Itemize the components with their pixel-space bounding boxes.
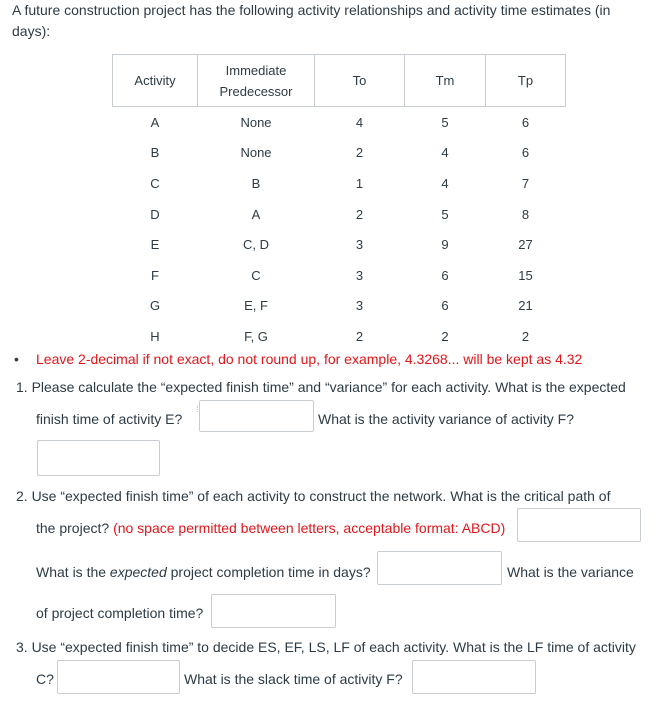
- cell-tp: 15: [518, 267, 533, 283]
- table-row: [113, 199, 566, 230]
- cell-activity: F: [151, 267, 159, 283]
- header-predecessor: [198, 55, 315, 107]
- cell-tp: 6: [521, 145, 530, 161]
- cell-predecessor: None: [240, 114, 272, 130]
- cell-tp: 27: [518, 237, 533, 253]
- cell-tm: 4: [441, 175, 449, 191]
- answer-e-input[interactable]: [199, 400, 314, 432]
- cell-to: 3: [355, 267, 364, 283]
- cell-predecessor: B: [251, 175, 261, 191]
- header-activity: Activity: [113, 55, 198, 107]
- critical-path-input[interactable]: [517, 508, 641, 542]
- cell-tp: 21: [518, 298, 533, 314]
- cell-tm: 5: [441, 114, 449, 130]
- cell-predecessor: None: [240, 145, 272, 161]
- q2-line2-prefix: the project?: [36, 520, 110, 536]
- table-row: [113, 138, 566, 169]
- cell-to: 2: [355, 206, 364, 222]
- q2-variance-label-b: of project completion time?: [36, 605, 204, 621]
- cell-to: 2: [355, 328, 364, 344]
- q2-completion-suffix: project completion time in days?: [166, 564, 371, 580]
- q1-line1: 1. Please calculate the “expected finish time” and “variance” for each activity. What is the expected: [16, 379, 626, 395]
- cell-tp: 8: [521, 206, 530, 222]
- header-to: To: [315, 55, 405, 107]
- table-row: [113, 229, 566, 260]
- q1-line2: finish time of activity E?: [36, 411, 183, 427]
- cell-tp: 2: [521, 328, 530, 344]
- cell-predecessor: A: [251, 206, 261, 222]
- answer-f-variance-input[interactable]: [37, 440, 160, 476]
- header-tp: Tp: [486, 55, 566, 107]
- cell-activity: C: [150, 175, 160, 191]
- bullet-icon: •: [14, 351, 19, 367]
- cell-activity: A: [150, 114, 160, 130]
- cell-to: 1: [355, 175, 364, 191]
- table-row: [113, 107, 566, 138]
- cell-tp: 6: [521, 114, 530, 130]
- q2-variance-label-a: What is the variance: [507, 564, 634, 580]
- completion-variance-input[interactable]: [211, 594, 336, 628]
- q2-completion-prefix: What is the: [36, 564, 110, 580]
- cell-activity: D: [150, 206, 160, 222]
- q2-line1: 2. Use “expected finish time” of each activity to construct the network. What is the critical path of: [16, 488, 611, 504]
- activity-table: [112, 54, 566, 352]
- cell-activity: H: [150, 328, 160, 344]
- cell-to: 4: [355, 114, 364, 130]
- table-row: [113, 168, 566, 199]
- table-row: [113, 291, 566, 322]
- cell-tm: 9: [441, 237, 449, 253]
- lf-time-c-input[interactable]: [57, 660, 180, 694]
- cell-to: 3: [355, 298, 364, 314]
- q2-completion-label: [36, 564, 371, 580]
- q2-format-hint: (no space permitted between letters, acceptable format: ABCD): [113, 520, 506, 536]
- cell-tm: 6: [441, 298, 449, 314]
- completion-time-input[interactable]: [377, 551, 502, 585]
- q3-line2: C?: [36, 671, 54, 687]
- cell-to: 2: [355, 145, 364, 161]
- cell-activity: B: [150, 145, 160, 161]
- answer-marker-icon: ⁞: [196, 404, 199, 414]
- q3-slack-label: What is the slack time of activity F?: [184, 671, 403, 687]
- header-tm: Tm: [405, 55, 486, 107]
- header-predecessor-line1: Immediate: [225, 62, 287, 78]
- cell-predecessor: E, F: [244, 298, 268, 314]
- cell-tm: 5: [441, 206, 449, 222]
- q2-line2: [36, 520, 505, 536]
- slack-time-f-input[interactable]: [412, 660, 536, 694]
- header-predecessor-line2: Predecessor: [219, 83, 293, 99]
- table-row: [113, 260, 566, 291]
- table-header-row: [113, 55, 566, 107]
- cell-predecessor: C: [251, 267, 261, 283]
- table-row: [113, 321, 566, 352]
- cell-activity: E: [150, 237, 160, 253]
- q2-completion-emph: expected: [109, 564, 167, 580]
- cell-tp: 7: [521, 175, 530, 191]
- cell-to: 3: [355, 237, 364, 253]
- cell-predecessor: C, D: [243, 237, 269, 253]
- q3-line1: 3. Use “expected finish time” to decide ES, EF, LS, LF of each activity. What is the LF time of activity: [16, 639, 636, 655]
- rounding-note: Leave 2-decimal if not exact, do not round up, for example, 4.3268... will be kept as 4.32: [36, 351, 583, 367]
- cell-predecessor: F, G: [244, 328, 268, 344]
- intro-text: A future construction project has the following activity relationships and activity time estimates (in days):: [12, 2, 611, 39]
- q1-variance-label: What is the activity variance of activity F?: [318, 411, 574, 427]
- cell-tm: 4: [441, 145, 449, 161]
- cell-activity: G: [149, 298, 161, 314]
- cell-tm: 2: [441, 328, 449, 344]
- cell-tm: 6: [441, 267, 449, 283]
